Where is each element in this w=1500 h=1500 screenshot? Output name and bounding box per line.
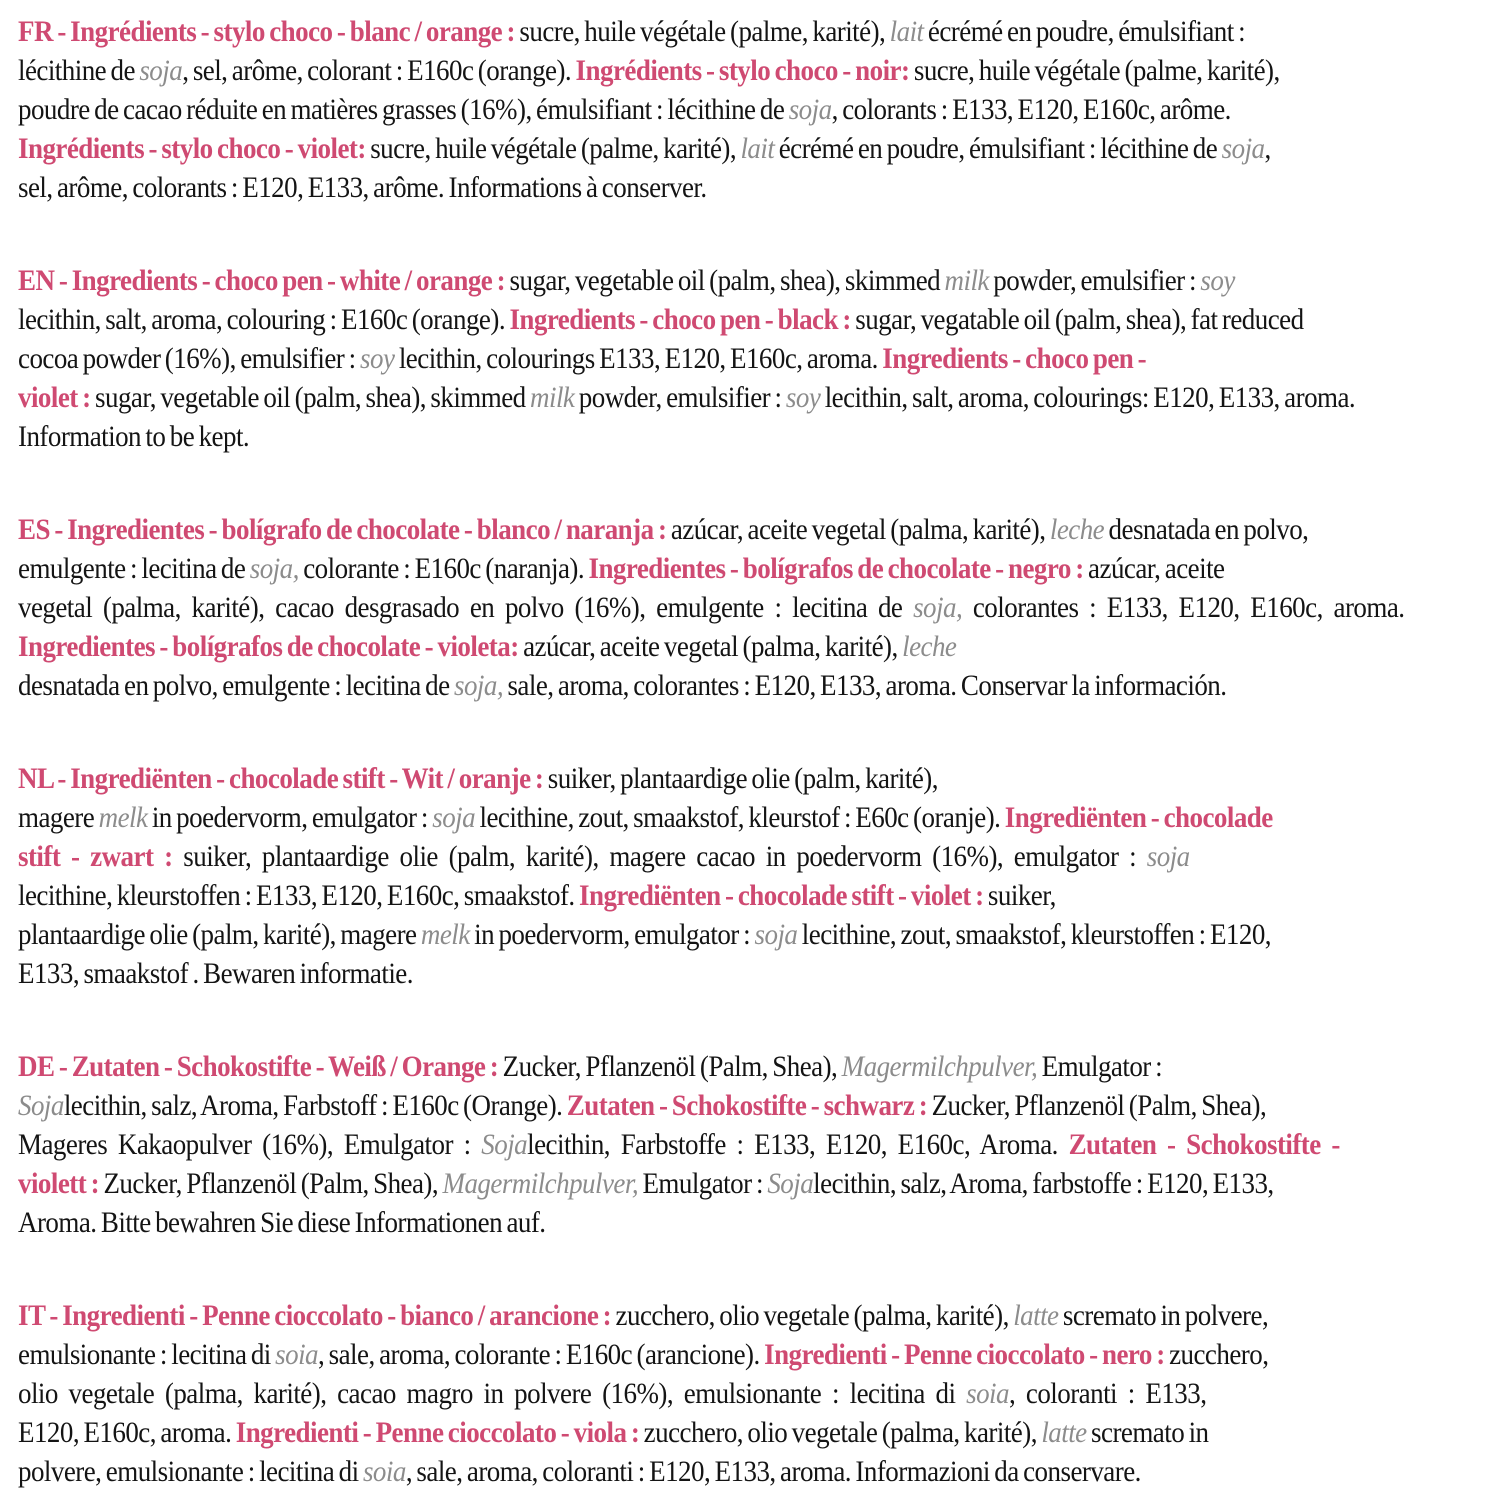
ingredient-text: magere — [18, 801, 99, 834]
ingredient-text: sucre, huile végétale (palme, karité), — [519, 15, 890, 48]
section-heading: Ingrediënten - chocolade — [1004, 801, 1273, 834]
ingredient-text: suiker, — [987, 879, 1056, 912]
ingredient-text: powder, emulsifier : — [574, 381, 786, 414]
ingredient-text: E120, E160c, aroma. — [18, 1416, 236, 1449]
section-heading: Ingredienti - Penne cioccolato - viola : — [235, 1416, 644, 1449]
ingredient-text: Mageres Kakaopulver (16%), Emulgator : — [18, 1128, 482, 1161]
text-line — [18, 915, 1336, 954]
ingredient-text: lécithine de — [18, 54, 140, 87]
allergen-emphasis: Soja — [481, 1128, 528, 1161]
ingredient-text: suiker, plantaardige olie (palm, karité), — [547, 762, 938, 795]
text-line — [18, 51, 1336, 90]
allergen-emphasis: soja — [1221, 132, 1265, 165]
section-heading: ES - Ingredientes - bolígrafo de chocolate - blanco / naranja : — [18, 513, 671, 546]
text-line — [18, 588, 1405, 627]
ingredient-text: scremato in polvere, — [1058, 1299, 1269, 1332]
ingredient-text: lecithine, kleurstoffen : E133, E120, E160c, smaakstof. — [18, 879, 580, 912]
ingredient-text: sel, arôme, colorants : E120, E133, arôme. Informations à conserver. — [18, 171, 707, 204]
allergen-emphasis: latte — [1013, 1299, 1059, 1332]
allergen-emphasis: melk — [98, 801, 148, 834]
text-line — [18, 1164, 1336, 1203]
ingredient-text: sugar, vegetable oil (palm, shea), skimmed — [95, 381, 531, 414]
ingredient-text: lecithin, salt, aroma, colouring : E160c (orange). — [18, 303, 510, 336]
allergen-emphasis: soja — [788, 93, 832, 126]
allergen-emphasis: soy — [785, 381, 821, 414]
text-line — [18, 549, 1336, 588]
allergen-emphasis: latte — [1041, 1416, 1087, 1449]
allergen-emphasis: soy — [1200, 264, 1235, 297]
ingredient-text: , colorants : E133, E120, E160c, arôme. — [831, 93, 1231, 126]
ingredient-text: Zucker, Pflanzenöl (Palm, Shea), — [502, 1050, 842, 1083]
ingredient-text: lecithin, Farbstoffe : E133, E120, E160c, Aroma. — [527, 1128, 1069, 1161]
section-heading: EN - Ingredients - choco pen - white / orange : — [18, 264, 510, 297]
allergen-emphasis: lait — [740, 132, 775, 165]
allergen-emphasis: soia — [362, 1455, 406, 1488]
text-line — [18, 12, 1336, 51]
section-heading: DE - Zutaten - Schokostifte - Weiß / Orange : — [18, 1050, 503, 1083]
text-line — [18, 129, 1336, 168]
ingredient-text: in poedervorm, emulgator : — [469, 918, 755, 951]
text-line — [18, 1374, 1336, 1413]
ingredient-text: colorantes : E133, E120, E160c, aroma. — [962, 591, 1405, 624]
section-heading: violet : — [18, 381, 96, 414]
section-heading: Ingrédients - stylo choco - violet: — [18, 132, 371, 165]
section-heading: Ingredienti - Penne cioccolato - nero : — [764, 1338, 1170, 1371]
ingredient-text: lecithin, salt, aroma, colourings: E120, E133, aroma. — [820, 381, 1356, 414]
text-line — [18, 339, 1336, 378]
allergen-emphasis: soja — [1146, 840, 1190, 873]
text-line — [18, 300, 1336, 339]
ingredient-text: , sale, aroma, colorante : E160c (arancione). — [318, 1338, 765, 1371]
ingredient-text: lecithin, salz, Aroma, Farbstoff : E160c (Orange). — [63, 1089, 567, 1122]
ingredient-text: Zucker, Pflanzenöl (Palm, Shea), — [103, 1167, 443, 1200]
ingredient-text: vegetal (palma, karité), cacao desgrasado en polvo (16%), emulgente : lecitina de — [18, 591, 914, 624]
ingredient-text: poudre de cacao réduite en matières grasses (16%), émulsifiant : lécithine de — [18, 93, 789, 126]
section-heading: Ingredients - choco pen - — [882, 342, 1147, 375]
ingredient-text: desnatada en polvo, — [1104, 513, 1309, 546]
allergen-emphasis: melk — [420, 918, 470, 951]
section-heading: IT - Ingredienti - Penne cioccolato - bianco / arancione : — [18, 1299, 616, 1332]
text-line — [18, 1086, 1336, 1125]
ingredient-text: sale, aroma, colorantes : E120, E133, aroma. Conservar la información. — [503, 669, 1227, 702]
ingredient-text: E133, smaakstof . Bewaren informatie. — [18, 957, 413, 990]
paragraph-de — [18, 1047, 1482, 1242]
allergen-emphasis: soja, — [249, 552, 299, 585]
ingredient-text: sugar, vegatable oil (palm, shea), fat reduced — [855, 303, 1304, 336]
ingredient-text: , sel, arôme, colorant : E160c (orange). — [182, 54, 576, 87]
ingredient-text: polvere, emulsionante : lecitina di — [18, 1455, 363, 1488]
ingredient-text: , — [1264, 132, 1271, 165]
section-heading: Ingrédients - stylo choco - noir: — [575, 54, 914, 87]
text-line — [18, 759, 1336, 798]
allergen-emphasis: milk — [530, 381, 575, 414]
ingredient-text: azúcar, aceite vegetal (palma, karité), — [670, 513, 1050, 546]
text-line — [18, 1413, 1336, 1452]
text-line — [18, 90, 1336, 129]
ingredient-text: Information to be kept. — [18, 420, 250, 453]
text-line — [18, 627, 1336, 666]
ingredient-text: zucchero, olio vegetale (palma, karité), — [643, 1416, 1042, 1449]
ingredient-text: azúcar, aceite — [1088, 552, 1225, 585]
ingredient-text: plantaardige olie (palm, karité), magere — [18, 918, 421, 951]
section-heading: NL - Ingrediënten - chocolade stift - Wit / oranje : — [18, 762, 548, 795]
ingredient-text: Aroma. Bitte bewahren Sie diese Informationen auf. — [18, 1206, 546, 1239]
ingredient-text: Emulgator : — [1037, 1050, 1163, 1083]
ingredient-text: lecithin, colourings E133, E120, E160c, aroma. — [394, 342, 883, 375]
text-line — [18, 954, 1336, 993]
section-heading: FR - Ingrédients - stylo choco - blanc / orange : — [18, 15, 520, 48]
ingredient-text: azúcar, aceite vegetal (palma, karité), — [523, 630, 903, 663]
text-line — [18, 378, 1356, 417]
ingredient-text: écrémé en poudre, émulsifiant : lécithine de — [774, 132, 1222, 165]
text-line — [18, 168, 1336, 207]
ingredient-text: desnatada en polvo, emulgente : lecitina de — [18, 669, 454, 702]
ingredient-text: powder, emulsifier : — [988, 264, 1201, 297]
allergen-emphasis: Soja — [18, 1089, 64, 1122]
text-line — [18, 1296, 1336, 1335]
text-line — [18, 1125, 1340, 1164]
ingredient-text: sugar, vegetable oil (palm, shea), skimmed — [509, 264, 945, 297]
allergen-emphasis: soja — [432, 801, 476, 834]
ingredient-text: suiker, plantaardige olie (palm, karité), magere cacao in poedervorm (16%), emulgator : — [183, 840, 1147, 873]
text-line — [18, 837, 1336, 876]
section-heading: Zutaten - Schokostifte - schwarz : — [566, 1089, 932, 1122]
paragraph-en — [18, 261, 1482, 456]
allergen-emphasis: lait — [889, 15, 924, 48]
allergen-emphasis: soja — [754, 918, 798, 951]
allergen-emphasis: soy — [360, 342, 395, 375]
allergen-emphasis: leche — [1049, 513, 1105, 546]
text-line — [18, 1335, 1336, 1374]
paragraph-it — [18, 1296, 1482, 1491]
paragraph-nl — [18, 759, 1482, 993]
allergen-emphasis: Soja — [767, 1167, 814, 1200]
ingredient-text: Zucker, Pflanzenöl (Palm, Shea), — [931, 1089, 1267, 1122]
section-heading: Ingredientes - bolígrafos de chocolate - violeta: — [18, 630, 524, 663]
ingredient-text: écrémé en poudre, émulsifiant : — [923, 15, 1246, 48]
ingredient-text: , sale, aroma, coloranti : E120, E133, aroma. Informazioni da conservare. — [405, 1455, 1141, 1488]
allergen-emphasis: soja — [139, 54, 183, 87]
allergen-emphasis: soia — [275, 1338, 319, 1371]
ingredient-text: , coloranti : E133, — [1008, 1377, 1207, 1410]
allergen-emphasis: milk — [944, 264, 989, 297]
ingredient-text: lecithine, zout, smaakstof, kleurstof : E60c (oranje). — [475, 801, 1005, 834]
paragraph-fr — [18, 12, 1482, 207]
ingredient-text: sucre, huile végétale (palme, karité), — [913, 54, 1280, 87]
ingredient-text: lecithin, salz, Aroma, farbstoffe : E120, E133, — [813, 1167, 1274, 1200]
ingredient-text: emulsionante : lecitina di — [18, 1338, 276, 1371]
allergen-emphasis: Magermilchpulver, — [442, 1167, 639, 1200]
ingredient-text: Emulgator : — [638, 1167, 768, 1200]
section-heading: violett : — [18, 1167, 104, 1200]
text-line — [18, 1203, 1336, 1242]
text-line — [18, 798, 1336, 837]
section-heading: Ingredientes - bolígrafos de chocolate - negro : — [588, 552, 1089, 585]
text-line — [18, 1047, 1336, 1086]
ingredient-text: sucre, huile végétale (palme, karité), — [370, 132, 741, 165]
allergen-emphasis: leche — [902, 630, 957, 663]
ingredient-text: in poedervorm, emulgator : — [147, 801, 433, 834]
ingredient-text: zucchero, — [1169, 1338, 1269, 1371]
allergen-emphasis: soja, — [913, 591, 963, 624]
allergen-emphasis: soja, — [453, 669, 504, 702]
text-line — [18, 1452, 1336, 1491]
ingredient-text: olio vegetale (palma, karité), cacao magro in polvere (16%), emulsionante : lecitina di — [18, 1377, 967, 1410]
allergen-emphasis: Magermilchpulver, — [841, 1050, 1038, 1083]
section-heading: Ingrediënten - chocolade stift - violet : — [579, 879, 988, 912]
text-line — [18, 261, 1336, 300]
ingredient-text: zucchero, olio vegetale (palma, karité), — [615, 1299, 1014, 1332]
text-line — [18, 417, 1336, 456]
ingredient-text: scremato in — [1086, 1416, 1209, 1449]
section-heading: Zutaten - Schokostifte - — [1068, 1128, 1340, 1161]
section-heading: stift - zwart : — [18, 840, 184, 873]
text-line — [18, 666, 1336, 705]
ingredient-text: cocoa powder (16%), emulsifier : — [18, 342, 361, 375]
section-heading: Ingredients - choco pen - black : — [509, 303, 856, 336]
ingredient-text: lecithine, zout, smaakstof, kleurstoffen : E120, — [797, 918, 1272, 951]
text-line — [18, 876, 1336, 915]
ingredient-text: emulgente : lecitina de — [18, 552, 250, 585]
allergen-emphasis: soia — [966, 1377, 1009, 1410]
paragraph-es — [18, 510, 1482, 705]
text-line — [18, 510, 1336, 549]
ingredient-text: colorante : E160c (naranja). — [298, 552, 589, 585]
